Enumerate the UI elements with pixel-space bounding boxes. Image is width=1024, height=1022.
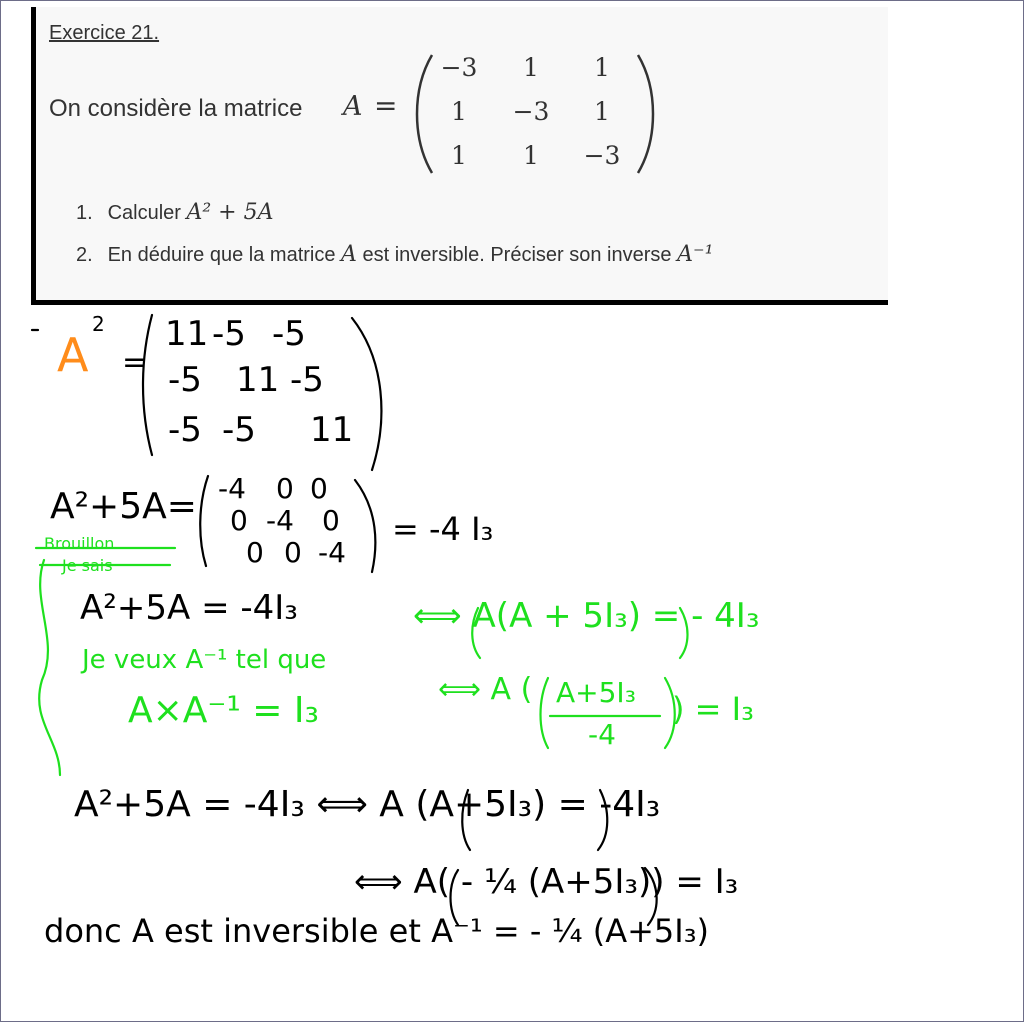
question-text: Calculer (107, 202, 187, 224)
hw-green-equiv: ) = I₃ (672, 690, 754, 728)
question-math: A (341, 242, 357, 267)
equals-sign: = (374, 89, 398, 122)
hw-line: donc A est inversible et A⁻¹ = - ¼ (A+5I₃) (44, 912, 710, 950)
hw-green-denominator: -4 (588, 718, 616, 751)
matrix-cell: −3 (512, 97, 550, 126)
hw-exponent: 2 (92, 312, 105, 336)
hw-matrix-cell: -5 (168, 360, 202, 400)
hw-a-label: A (57, 328, 89, 382)
question-number: 2. (76, 244, 93, 266)
hw-matrix-cell: 11 (165, 314, 209, 354)
hw-matrix-cell: 0 (310, 472, 328, 505)
matrix-cell: 1 (451, 141, 467, 170)
hw-green-heading: Brouillon (44, 534, 115, 553)
matrix-cell: 1 (451, 97, 467, 126)
hw-matrix-cell: -4 (266, 504, 294, 537)
hw-matrix-cell: -5 (168, 410, 202, 450)
matrix-cell: 1 (523, 53, 539, 82)
hw-equals: = (122, 345, 148, 380)
hw-matrix-cell: -5 (272, 314, 306, 354)
matrix-cell: 1 (594, 53, 610, 82)
hw-matrix-cell: -4 (318, 536, 346, 569)
hw-green-line: A×A⁻¹ = I₃ (128, 690, 319, 731)
hw-line: A²+5A = -4I₃ ⟺ A (A+5I₃) = -4I₃ (74, 784, 661, 825)
hw-matrix-cell: -5 (290, 360, 324, 400)
matrix-cell: −3 (440, 53, 478, 82)
hw-green-numerator: A+5I₃ (556, 676, 636, 709)
exercise-statement: On considère la matrice (49, 95, 303, 122)
hw-green-line: Je veux A⁻¹ tel que (82, 645, 327, 675)
matrix-cell: −3 (583, 141, 621, 170)
matrix-cell: 1 (523, 141, 539, 170)
hw-matrix-cell: 11 (236, 360, 280, 400)
hw-green-heading: Je sais (62, 556, 113, 575)
question-math: A⁻¹ (677, 242, 714, 267)
hw-matrix-cell: 0 (322, 504, 340, 537)
hw-matrix-cell: 0 (230, 504, 248, 537)
exercise-title: Exercice 21. (49, 22, 160, 44)
hw-green-equiv: ⟺ A(A + 5I₃) = - 4I₃ (413, 596, 760, 636)
matrix-cell: 1 (594, 97, 610, 126)
hw-line: A²+5A = -4I₃ (80, 588, 298, 628)
matrix-variable: A (343, 91, 363, 122)
hw-matrix-cell: -5 (222, 410, 256, 450)
question-number: 1. (76, 202, 93, 224)
hw-matrix-cell: 0 (246, 536, 264, 569)
hw-matrix-cell: -5 (212, 314, 246, 354)
hw-green-equiv: ⟺ A ( (438, 672, 533, 707)
hw-matrix-cell: 0 (276, 472, 294, 505)
question-text: est inversible. Préciser son inverse (362, 244, 678, 266)
hw-matrix-cell: 0 (284, 536, 302, 569)
hw-sum-result: = -4 I₃ (392, 510, 494, 548)
hw-matrix-cell: -4 (218, 472, 246, 505)
hw-sum-label: A²+5A= (50, 486, 197, 527)
question-text: En déduire que la matrice (107, 244, 342, 266)
question-math: A² + 5A (186, 200, 274, 225)
hw-line: ⟺ A( - ¼ (A+5I₃)) = I₃ (354, 862, 739, 902)
hw-matrix-cell: 11 (310, 410, 354, 450)
